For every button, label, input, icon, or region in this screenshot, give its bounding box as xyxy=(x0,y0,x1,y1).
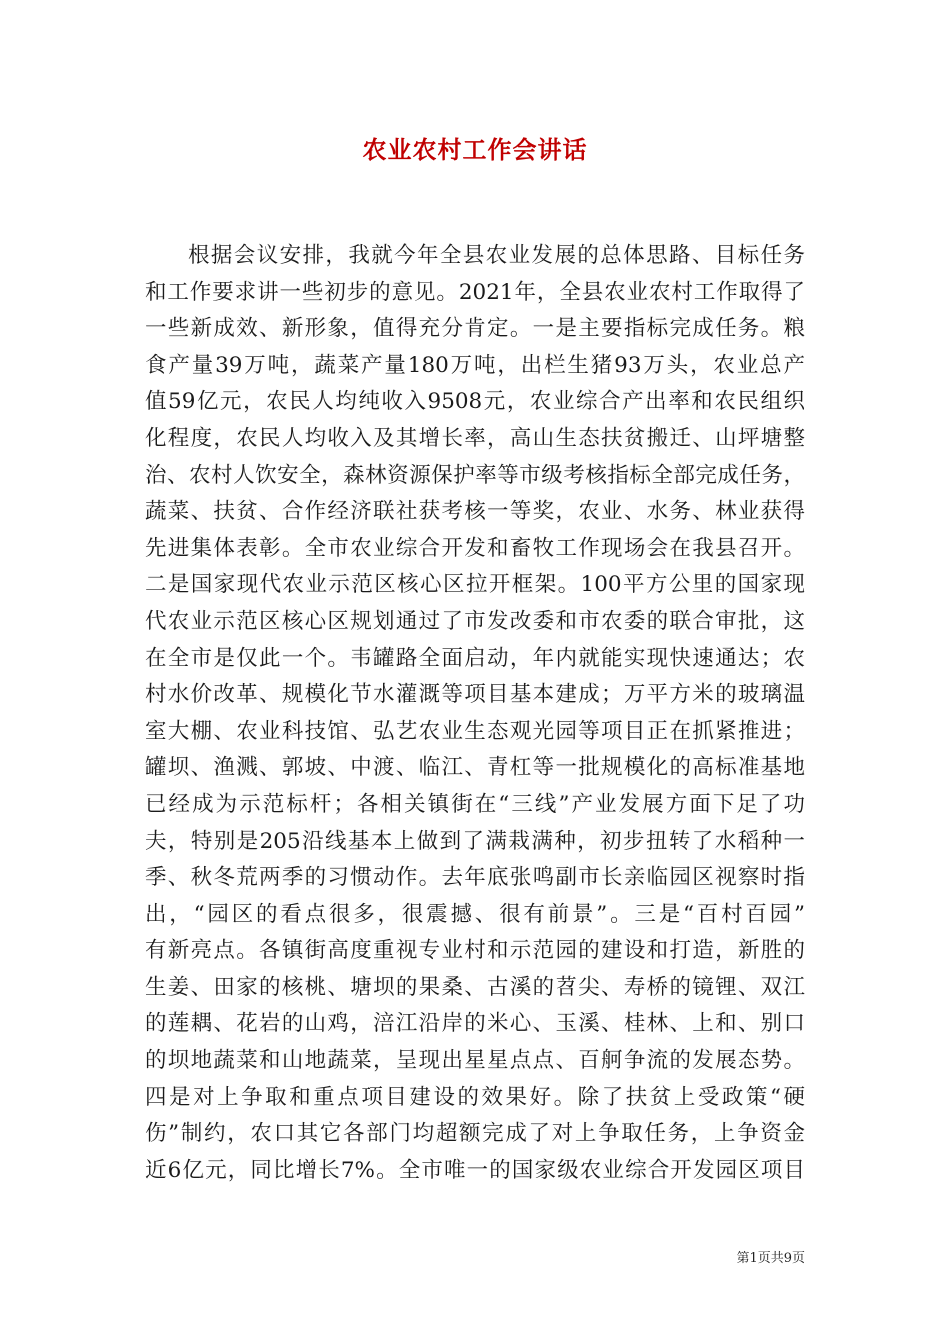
body-line: 和工作要求讲一些初步的意见。2021年，全县农业农村工作取得了 xyxy=(145,279,805,305)
body-line: 生姜、田家的核桃、塘坝的果桑、古溪的苕尖、寿桥的镜锂、双江 xyxy=(145,974,805,1000)
body-line: 根据会议安排，我就今年全县农业发展的总体思路、目标任务 xyxy=(188,243,805,268)
body-line: 食产量39万吨，蔬菜产量180万吨，出栏生猪93万头，农业总产 xyxy=(145,352,805,378)
body-line: 的莲耦、花岩的山鸡，涪江沿岸的米心、玉溪、桂林、上和、别口 xyxy=(145,1011,805,1037)
body-line: 四是对上争取和重点项目建设的效果好。除了扶贫上受政策“硬 xyxy=(145,1084,805,1110)
body-line: 出，“园区的看点很多，很震撼、很有前景”。三是“百村百园” xyxy=(145,901,805,927)
body-line: 伤”制约，农口其它各部门均超额完成了对上争取任务，上争资金 xyxy=(145,1121,805,1147)
document-title: 农业农村工作会讲话 xyxy=(362,135,588,164)
body-line: 有新亮点。各镇街高度重视专业村和示范园的建设和打造，新胜的 xyxy=(145,938,805,964)
body-line: 已经成为示范标杆；各相关镇街在“三线”产业发展方面下足了功 xyxy=(145,791,805,817)
body-line: 先进集体表彰。全市农业综合开发和畜牧工作现场会在我县召开。 xyxy=(145,535,805,561)
body-line: 的坝地蔬菜和山地蔬菜，呈现出星星点点、百舸争流的发展态势。 xyxy=(145,1048,805,1074)
body-line: 代农业示范区核心区规划通过了市发改委和市农委的联合审批，这 xyxy=(145,608,805,634)
body-line: 值59亿元，农民人均纯收入9508元，农业综合产出率和农民组织 xyxy=(145,389,805,415)
document-body xyxy=(145,238,805,1189)
body-line: 夫，特别是205沿线基本上做到了满栽满种，初步扭转了水稻种一 xyxy=(145,828,805,854)
body-line: 一些新成效、新形象，值得充分肯定。一是主要指标完成任务。粮 xyxy=(145,316,805,342)
body-line: 罐坝、渔溅、郭坡、中渡、临江、青杠等一批规模化的高标准基地 xyxy=(145,755,805,781)
body-line: 蔬菜、扶贫、合作经济联社获考核一等奖，农业、水务、林业获得 xyxy=(145,499,805,525)
body-line: 二是国家现代农业示范区核心区拉开框架。100平方公里的国家现 xyxy=(145,572,805,598)
body-line: 室大棚、农业科技馆、弘艺农业生态观光园等项目正在抓紧推进； xyxy=(145,718,805,744)
body-line: 在全市是仅此一个。韦罐路全面启动，年内就能实现快速通达；农 xyxy=(145,645,805,671)
body-line: 季、秋冬荒两季的习惯动作。去年底张鸣副市长亲临园区视察时指 xyxy=(145,865,805,891)
page-number-footer: 第1页共9页 xyxy=(736,1251,805,1266)
body-line: 化程度，农民人均收入及其增长率，高山生态扶贫搬迁、山坪塘整 xyxy=(145,425,805,451)
body-line: 村水价改革、规模化节水灌溉等项目基本建成；万平方米的玻璃温 xyxy=(145,682,805,708)
body-line: 治、农村人饮安全，森林资源保护率等市级考核指标全部完成任务， xyxy=(145,462,805,488)
body-line: 近6亿元，同比增长7%。全市唯一的国家级农业综合开发园区项目 xyxy=(145,1157,805,1183)
